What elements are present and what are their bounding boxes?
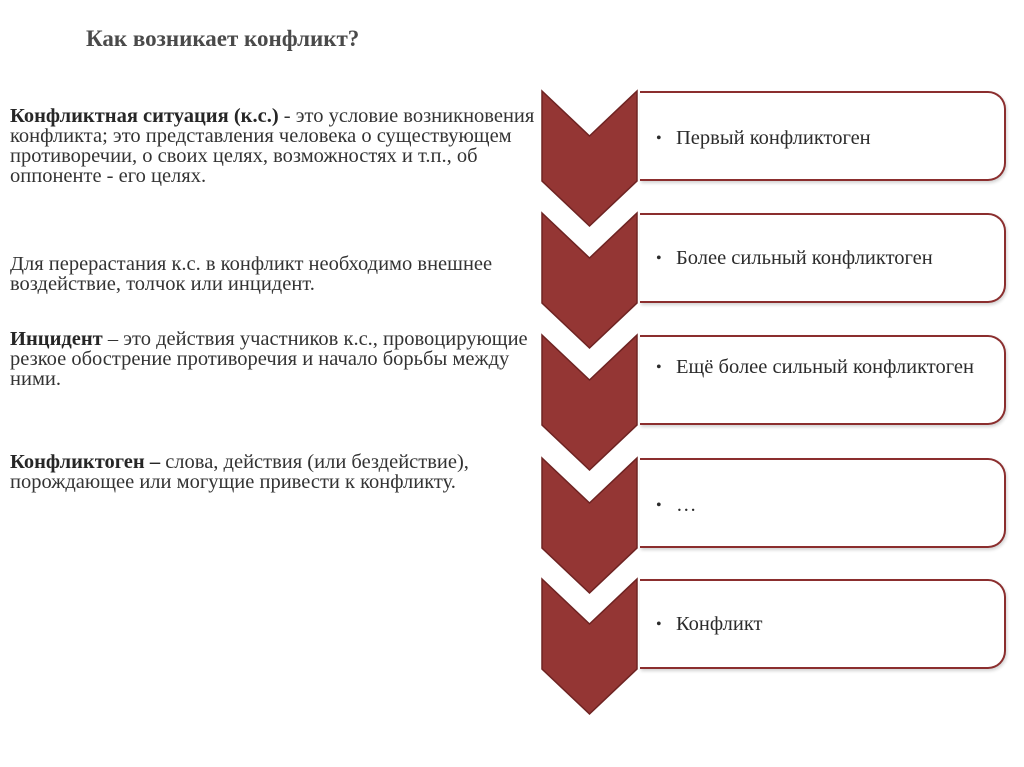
bullet-icon: • — [656, 250, 662, 267]
definition-text: слова, действия (или бездействие), порождающее или могущие привести к конфликту. — [10, 451, 469, 493]
chevron-arrow-4 — [542, 458, 637, 593]
step-text — [656, 245, 994, 271]
step-label: Конфликт — [676, 613, 763, 635]
step-text — [656, 611, 994, 637]
term-conflictogen: Конфликтоген – — [10, 451, 161, 473]
step-label: Более сильный конфликтоген — [676, 247, 933, 269]
step-text — [656, 125, 994, 151]
term-conflict-situation: Конфликтная ситуация (к.с.) — [10, 105, 279, 127]
step-label: … — [676, 494, 697, 516]
step-text — [656, 492, 994, 518]
bullet-icon: • — [656, 359, 662, 376]
step-label: Ещё более сильный конфликтоген — [676, 356, 974, 378]
definition-text: – это действия участников к.с., провоцирующие резкое обострение противоречия и начало борьбы между ними. — [10, 328, 528, 390]
step-box-3 — [640, 335, 1006, 425]
slide-title: Как возникает конфликт? — [86, 26, 360, 51]
bullet-icon: • — [656, 497, 662, 514]
step-box-5 — [640, 579, 1006, 669]
escalation-note: Для перерастания к.с. в конфликт необходимо внешнее воздействие, толчок или инцидент. — [10, 253, 493, 295]
chevron-arrow-3 — [542, 335, 637, 470]
step-box-1 — [640, 91, 1006, 181]
bullet-icon: • — [656, 616, 662, 633]
step-box-2 — [640, 213, 1006, 303]
chevron-arrow-5 — [542, 579, 637, 714]
step-box-4 — [640, 458, 1006, 548]
chevron-arrow-1 — [542, 91, 637, 226]
bullet-icon: • — [656, 130, 662, 147]
chevron-arrow-2 — [542, 213, 637, 348]
step-text — [656, 354, 994, 380]
term-incident: Инцидент — [10, 328, 103, 350]
definition-text: - это условие возникновения конфликта; это представления человека о существующем противоречии, о своих целях, возможностях и т.п., об оппоненте - его целях. — [10, 105, 535, 187]
step-label: Первый конфликтоген — [676, 127, 871, 149]
